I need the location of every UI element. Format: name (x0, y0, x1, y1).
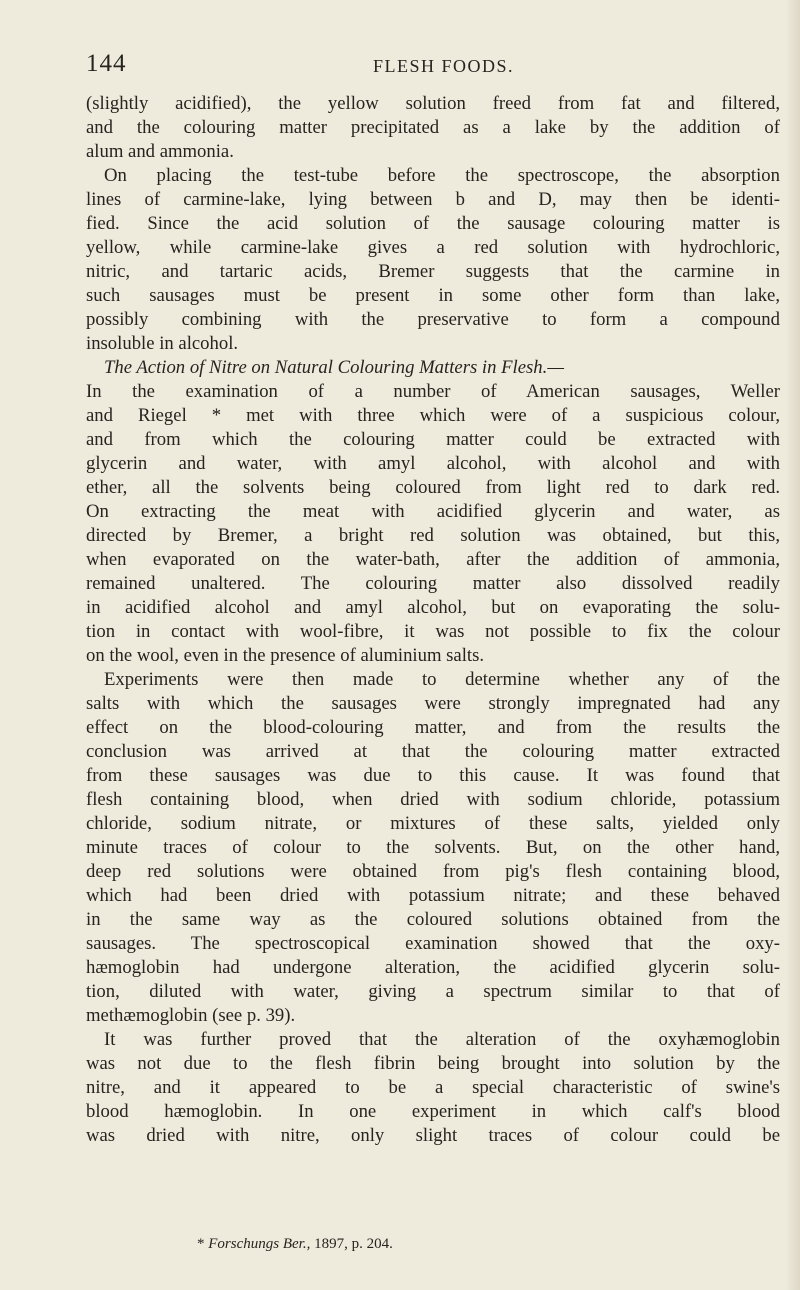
footnote-reference: 1897, p. 204. (314, 1236, 393, 1252)
text-line: from these sausages was due to this cause. It was found that (86, 765, 780, 786)
text-line: yellow, while carmine-lake gives a red solution with hydrochloric, (86, 237, 780, 258)
text-line: alum and ammonia. (86, 141, 234, 162)
text-line: remained unaltered. The colouring matter also dissolved readily (86, 573, 780, 594)
text-line: and Riegel * met with three which were of a suspicious colour, (86, 405, 780, 426)
body-text (86, 92, 780, 1148)
text-line: on the wool, even in the presence of aluminium salts. (86, 645, 485, 666)
text-line: On placing the test-tube before the spectroscope, the absorption (104, 165, 780, 186)
text-line: was dried with nitre, only slight traces of colour could be (86, 1125, 780, 1146)
text-line: in the same way as the coloured solutions obtained from the (86, 909, 780, 930)
text-line: nitre, and it appeared to be a special characteristic of swine's (86, 1077, 780, 1098)
text-line: which had been dried with potassium nitrate; and these behaved (86, 885, 780, 906)
text-line: blood hæmoglobin. In one experiment in which calf's blood (86, 1101, 780, 1122)
footnote-citation: Forschungs Ber., (208, 1236, 311, 1252)
text-line: It was further proved that the alteration of the oxyhæmoglobin (104, 1029, 780, 1050)
text-line: chloride, sodium nitrate, or mixtures of these salts, yielded only (86, 813, 780, 834)
text-line: methæmoglobin (see p. 39). (86, 1005, 296, 1026)
text-line: glycerin and water, with amyl alcohol, with alcohol and with (86, 453, 780, 474)
text-line: In the examination of a number of American sausages, Weller (86, 381, 780, 402)
text-line: in acidified alcohol and amyl alcohol, but on evaporating the solu- (86, 597, 780, 618)
text-line: and the colouring matter precipitated as a lake by the addition of (86, 117, 780, 138)
text-line: On extracting the meat with acidified glycerin and water, as (86, 501, 780, 522)
page-edge-shadow (786, 0, 800, 1290)
text-line: possibly combining with the preservative to form a compound (86, 309, 780, 330)
footnote-marker: * (197, 1236, 205, 1252)
text-line: ether, all the solvents being coloured from light red to dark red. (86, 477, 780, 498)
text-line: tion in contact with wool-fibre, it was not possible to fix the colour (86, 621, 780, 642)
text-line: insoluble in alcohol. (86, 333, 239, 354)
text-line: salts with which the sausages were strongly impregnated had any (86, 693, 780, 714)
footnote (197, 1236, 393, 1253)
text-line: (slightly acidified), the yellow solution freed from fat and filtered, (86, 93, 780, 114)
text-line: fied. Since the acid solution of the sausage colouring matter is (86, 213, 780, 234)
text-line: Experiments were then made to determine whether any of the (104, 669, 780, 690)
text-line: flesh containing blood, when dried with sodium chloride, potassium (86, 789, 780, 810)
text-line: conclusion was arrived at that the colouring matter extracted (86, 741, 780, 762)
text-line: directed by Bremer, a bright red solution was obtained, but this, (86, 525, 780, 546)
text-line: lines of carmine-lake, lying between b and D, may then be identi- (86, 189, 780, 210)
text-line: sausages. The spectroscopical examination showed that the oxy- (86, 933, 780, 954)
text-line: when evaporated on the water-bath, after the addition of ammonia, (86, 549, 780, 570)
text-line: and from which the colouring matter could be extracted with (86, 429, 780, 450)
running-title: FLESH FOODS. (373, 56, 515, 76)
text-line: hæmoglobin had undergone alteration, the acidified glycerin solu- (86, 957, 780, 978)
text-line: effect on the blood-colouring matter, and from the results the (86, 717, 780, 738)
text-line: tion, diluted with water, giving a spectrum similar to that of (86, 981, 780, 1002)
running-head (86, 50, 776, 80)
text-line: nitric, and tartaric acids, Bremer suggests that the carmine in (86, 261, 780, 282)
text-line: was not due to the flesh fibrin being brought into solution by the (86, 1053, 780, 1074)
text-line: such sausages must be present in some other form than lake, (86, 285, 780, 306)
text-line: minute traces of colour to the solvents. But, on the other hand, (86, 837, 780, 858)
section-heading: The Action of Nitre on Natural Colouring Matters in Flesh.— (104, 357, 564, 378)
text-line: deep red solutions were obtained from pig's flesh containing blood, (86, 861, 780, 882)
page-number: 144 (86, 50, 127, 77)
